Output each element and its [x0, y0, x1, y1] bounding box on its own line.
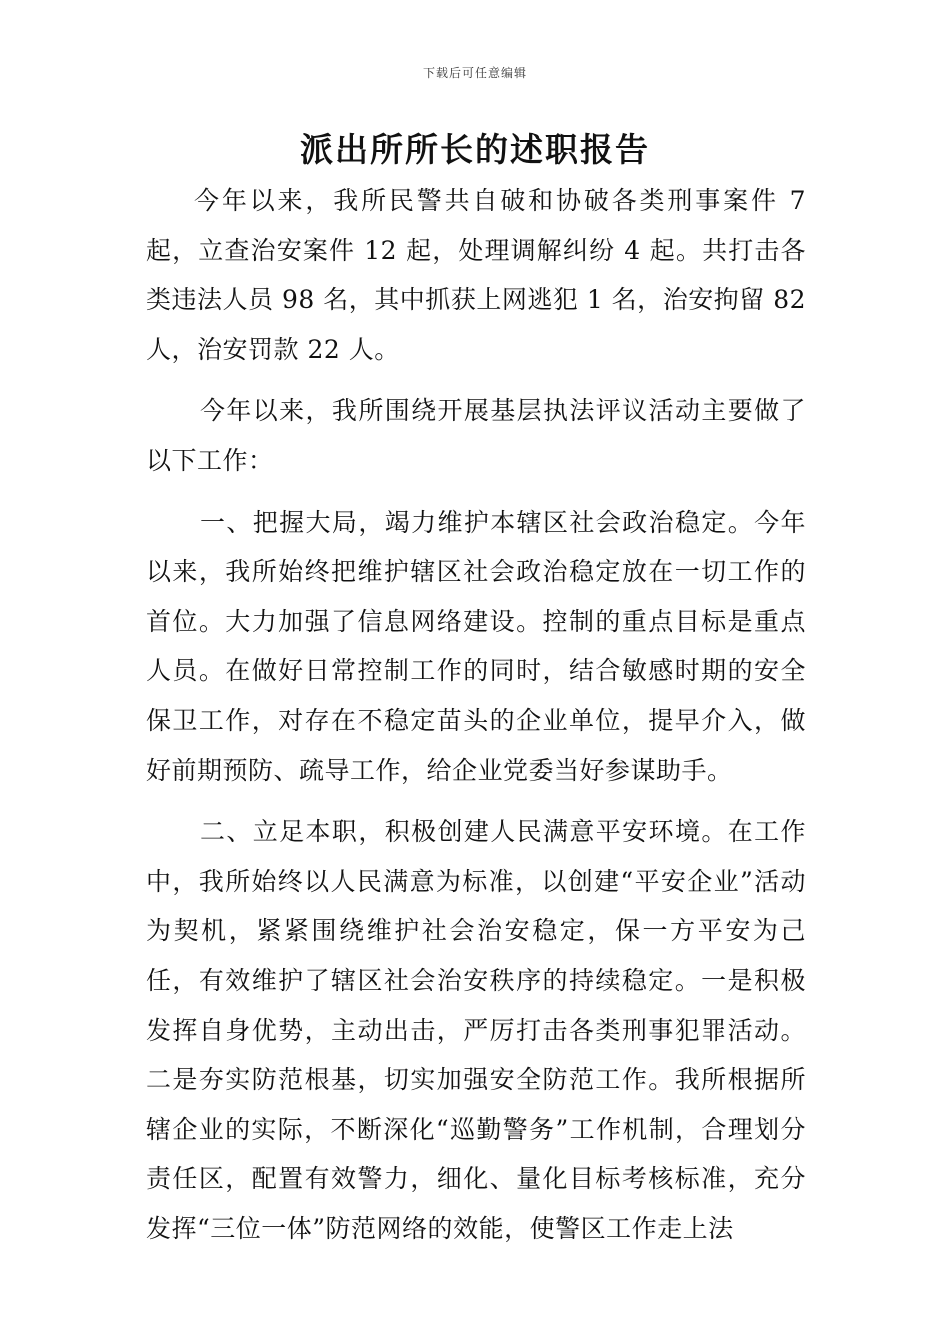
document-body	[146, 176, 806, 1253]
paragraph-2: 今年以来，我所围绕开展基层执法评议活动主要做了以下工作：	[146, 396, 806, 475]
page-title: 派出所所长的述职报告	[300, 130, 650, 169]
header-note: 下载后可任意编辑	[422, 66, 527, 80]
paragraph-4: 二、立足本职，积极创建人民满意平安环境。在工作中，我所始终以人民满意为标准，以创建“平安企业”活动为契机，紧紧围绕维护社会治安稳定，保一方平安为己任，有效维护了辖区社会治安秩序的持续稳定。一是积极发挥自身优势，主动出击，严厉打击各类刑事犯罪活动。二是夯实防范根基，切实加强安全防范工作。我所根据所辖企业的实际，不断深化“巡勤警务”工作机制，合理划分责任区，配置有效警力，细化、量化目标考核标准，充分发挥“三位一体”防范网络的效能，使警区工作走上法	[146, 817, 806, 1243]
paragraph-1: 今年以来，我所民警共自破和协破各类刑事案件 7 起，立查治安案件 12 起，处理调解纠纷 4 起。共打击各类违法人员 98 名，其中抓获上网逃犯 1 名，治安拘留 82 人，治安罚款 22 人。	[146, 186, 806, 364]
paragraph-3: 一、把握大局，竭力维护本辖区社会政治稳定。今年以来，我所始终把维护辖区社会政治稳定放在一切工作的首位。大力加强了信息网络建设。控制的重点目标是重点人员。在做好日常控制工作的同时，结合敏感时期的安全保卫工作，对存在不稳定苗头的企业单位，提早介入，做好前期预防、疏导工作，给企业党委当好参谋助手。	[146, 507, 806, 785]
